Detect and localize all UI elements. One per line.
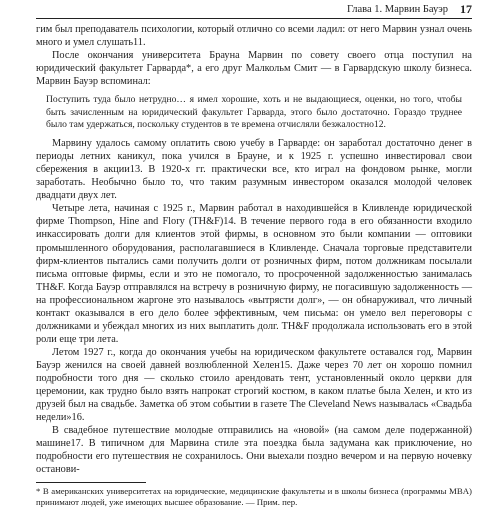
paragraph-1: гим был преподаватель психологии, который отлично со всеми ладил: от него Марвин узнал очень много и умел слушать11. — [36, 24, 472, 49]
running-header — [36, 0, 472, 19]
footnote-divider — [36, 482, 146, 483]
paragraph-2: После окончания университета Брауна Марвин по совету своего отца поступил на юридический факультет Гарварда*, а его друг Малкольм Смит — в Гарвардскую школу бизнеса. Марвин Бауэр вспоминал: — [36, 50, 472, 88]
paragraph-3: Марвину удалось самому оплатить свою учебу в Гарварде: он заработал достаточно денег в периоды летних каникул, пока учился в Брауне, и к 1925 г. успешно инвестировал свои сбережения в акции13. В 1920-х гг. практически все, кто играл на фондовом рынке, могли заработать. Необычно было то, что таким разумным инвестором оказался молодой человек двадцати двух лет. — [36, 138, 472, 202]
paragraph-4: Четыре лета, начиная с 1925 г., Марвин работал в находившейся в Кливленде юридической фирме Thompson, Hine and Flory (TH&F)14. В течение первого года в его обязанности входило инкассировать долги для клиентов этой фирмы, в основном это были компании — оптовики промышленного оборудования, располагавшиеся в Кливленде. Сначала торговые представители фирм-клиентов пытались сами получить долги от розничных фирм, потом должникам посылали письма оптовые фирмы, если и это не помогало, то просроченной задолженностью занималась TH&F. Когда Бауэр отправлялся на встречу в розничную фирму, не погасившую задолженность — на профессиональном жаргоне это называлось «вытрясти долг», — он обнаруживал, что личный контакт оказывался в его дело более эффективным, чем письма: он умело вел переговоры с должниками и убеждал многих из них выплатить долг. TH&F продолжала использовать его в этой роли еще три лета. — [36, 203, 472, 345]
paragraph-6: В свадебное путешествие молодые отправились на «новой» (на самом деле подержанной) машине17. В типичном для Марвина стиле эта поездка была задумана как приключение, но подробности его путешествия не сохранилось. Они выехали поздно вечером и на первую ночевку останови- — [36, 425, 472, 476]
chapter-title: Глава 1. Марвин Бауэр — [346, 3, 448, 15]
quote-text: Поступить туда было нетрудно… я имел хорошие, хоть и не выдающиеся, оценки, но того, чтобы быть зачисленным на юридический факультет Гарварда, этого было достаточно. Гораздо труднее было там удержаться, поскольку студентов в те времена отчисляли безжалостно12. — [46, 94, 462, 130]
footnote: * В американских университетах на юридические, медицинские факультеты и в школы бизнеса (программы MBA) принимают людей, уже имеющих высшее образование. — Прим. пер. — [36, 486, 472, 508]
page-number: 17 — [460, 1, 472, 16]
paragraph-5: Летом 1927 г., когда до окончания учебы на юридическом факультете оставался год, Марвин Бауэр женился на своей давней возлюбленной Хелен15. Даже через 70 лет он хорошо помнил подробности того дня — сколько стоило арендовать тент, установленный около церкви для церемонии, как трудно было взять напрокат строгий костюм, в каком платье была Хелен, и кто из друзей был на свадьбе. Заметка об этом событии в газете The Cleveland News называлась «Свадьба недели»16. — [36, 346, 472, 424]
body-text — [36, 23, 472, 476]
block-quote — [46, 94, 462, 131]
